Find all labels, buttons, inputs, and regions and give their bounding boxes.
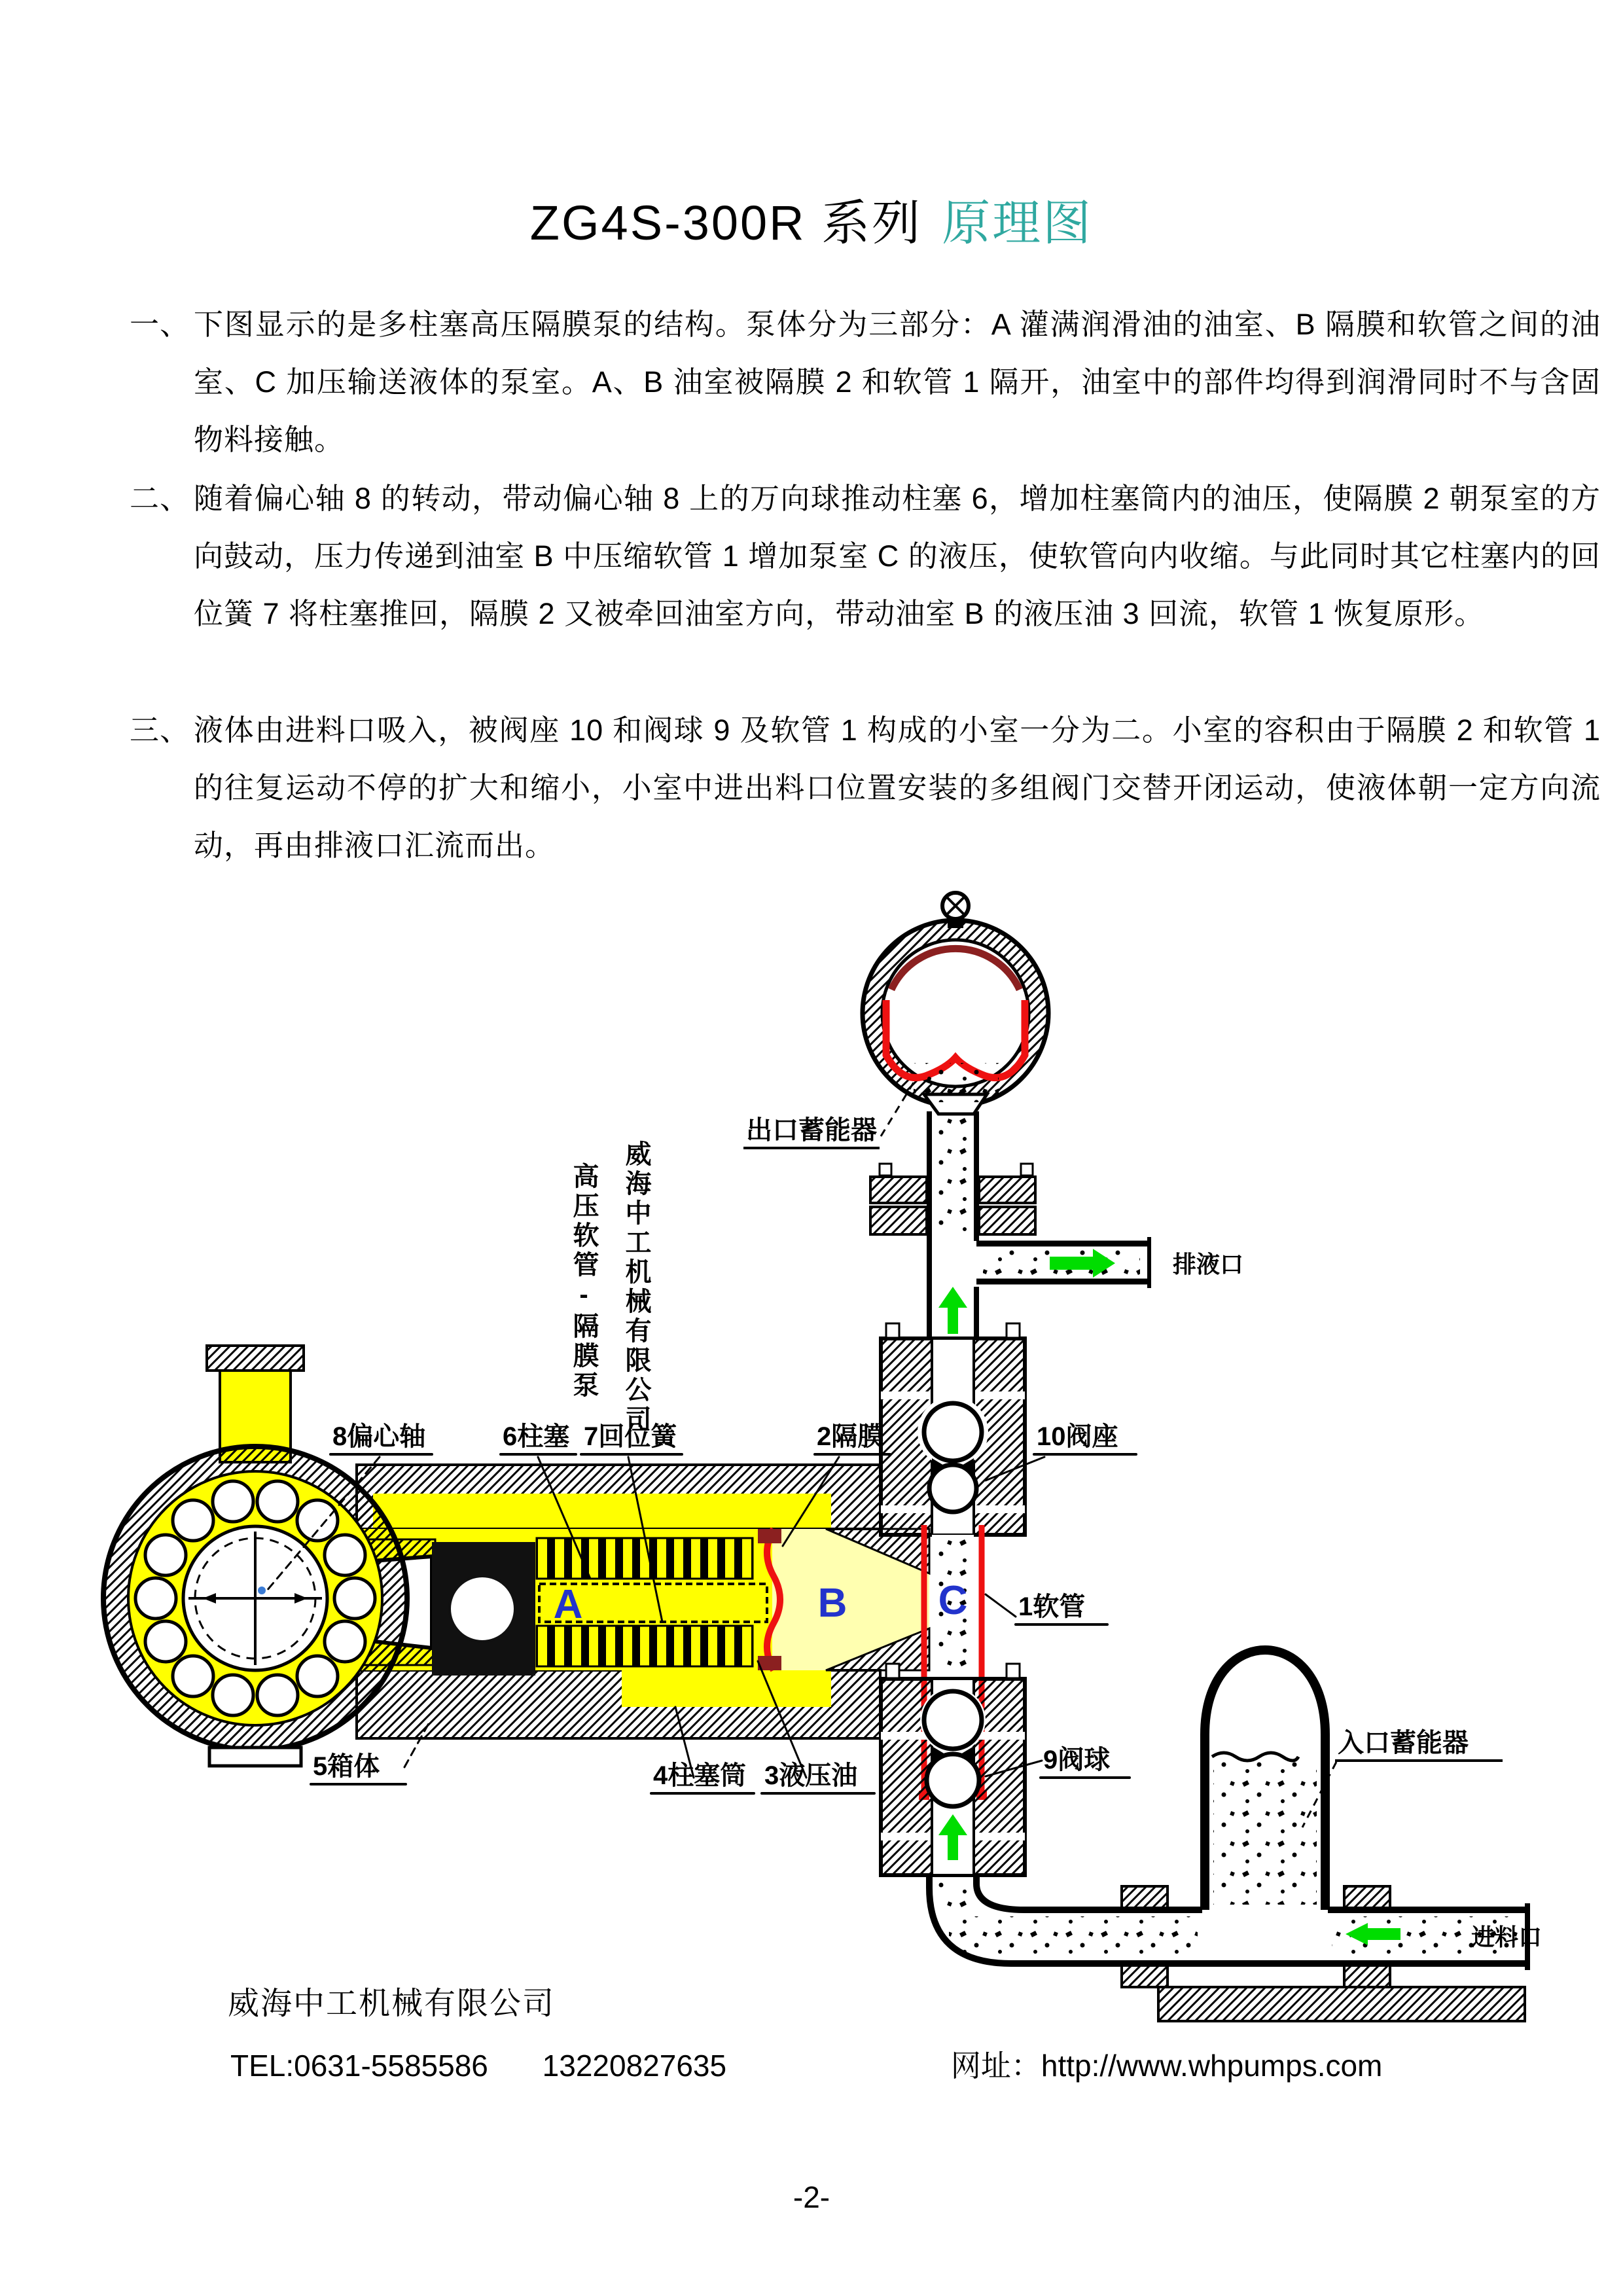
label-inlet-accumulator: 入口蓄能器: [1338, 1729, 1469, 1757]
paragraph-3-text: 液体由进料口吸入，被阀座 10 和阀球 9 及软管 1 构成的小室一分为二。小室的容积由于隔膜 2 和软管 1 的往复运动不停的扩大和缩小，小室中进出料口位置安装的多组阀门交替开闭运动，使液体朝一定方向流动，再由排液口汇流而出。: [194, 713, 1601, 862]
page-title: [0, 185, 1623, 254]
eccentric-bearing: [103, 1446, 407, 1750]
footer-contact: [230, 2042, 1382, 2085]
chamber-b-letter: B: [817, 1581, 847, 1626]
title-accent: 原理图: [942, 196, 1094, 250]
label-part6: 6柱塞: [503, 1422, 570, 1451]
label-part4: 4柱塞筒: [653, 1761, 747, 1790]
paragraph-2: [130, 470, 1601, 643]
oil-gallery-top: [373, 1494, 831, 1528]
label-part7: 7回位簧: [584, 1422, 677, 1451]
valve-ball-lower-2: [927, 1754, 979, 1806]
valve-column: [870, 1111, 1527, 2021]
label-part2: 2隔膜: [817, 1422, 884, 1451]
title-main: ZG4S-300R 系列: [529, 196, 923, 250]
footer-tel2: 13220827635: [542, 2049, 727, 2083]
accumulator-fluid: [914, 1063, 999, 1102]
diagram-brand-vertical-text: 威海中工机械有限公司: [622, 1140, 651, 1435]
label-inlet-port: 进料口: [1471, 1924, 1543, 1950]
oil-pocket-bottom: [622, 1670, 831, 1707]
diaphragm-clamp-top: [758, 1529, 781, 1543]
label-part9: 9阀球: [1043, 1746, 1111, 1774]
page-number: -2-: [793, 2180, 830, 2214]
return-spring-bottom: [537, 1626, 753, 1666]
inlet-accumulator: [1205, 1650, 1325, 1910]
paragraph-1-marker: 一、: [130, 308, 190, 341]
valve-ball-upper-1: [924, 1403, 982, 1461]
label-part10: 10阀座: [1037, 1422, 1118, 1451]
label-outlet-accumulator: 出口蓄能器: [746, 1116, 877, 1145]
diagram-product-vertical-text: 高压软管-隔膜泵: [569, 1162, 598, 1401]
footer-company: 威海中工机械有限公司: [228, 1986, 556, 2021]
label-discharge-port: 排液口: [1173, 1251, 1244, 1278]
chamber-a-letter: A: [553, 1582, 583, 1627]
valve-ball-lower-1: [924, 1691, 982, 1749]
valve-ball-upper-2: [929, 1465, 976, 1512]
flow-arrow-inlet: [1366, 1928, 1400, 1940]
universal-ball: [450, 1576, 515, 1641]
base-plate: [1158, 1987, 1525, 2021]
oil-cup-cap: [207, 1346, 304, 1371]
paragraph-1-text: 下图显示的是多柱塞高压隔膜泵的结构。泵体分为三部分：A 灌满润滑油的油室、B 隔膜和软管之间的油室、C 加压输送液体的泵室。A、B 油室被隔膜 2 和软管 1 隔开，油室中的部件均得到润滑同时不与含固物料接触。: [194, 308, 1601, 456]
paragraph-2-marker: 二、: [130, 482, 190, 515]
outlet-accumulator: [863, 893, 1048, 1114]
valve-housing-top: [881, 1323, 1025, 1535]
inlet-accumulator-fluid: [1213, 1762, 1317, 1905]
paragraph-3-marker: 三、: [130, 713, 190, 747]
pump-principle-diagram: [0, 870, 1623, 2049]
discharge-branch: [976, 1237, 1149, 1288]
paragraph-3: [130, 702, 1601, 874]
label-part8: 8偏心轴: [332, 1422, 426, 1451]
return-spring-top: [537, 1538, 753, 1579]
riser-fluid: [936, 1114, 970, 1236]
flow-arrow-discharge: [1050, 1257, 1093, 1270]
pump-body: [103, 1346, 880, 1766]
footer-website: 网址：http://www.whpumps.com: [950, 2049, 1383, 2083]
label-part1: 1软管: [1018, 1592, 1086, 1621]
paragraph-1: [130, 296, 1601, 469]
label-part3: 3液压油: [764, 1761, 858, 1790]
footer-tel: TEL:0631-5585586: [230, 2049, 488, 2083]
paragraph-2-text: 随着偏心轴 8 的转动，带动偏心轴 8 上的万向球推动柱塞 6，增加柱塞筒内的油压，使隔膜 2 朝泵室的方向鼓动，压力传递到油室 B 中压缩软管 1 增加泵室 C 的液压，使软管向内收缩。与此同时其它柱塞内的回位簧 7 将柱塞推回，隔膜 2 又被牵回油室方向，带动油室 B 的液压油 3 回流，软管 1 恢复原形。: [194, 482, 1601, 630]
label-part5: 5箱体: [313, 1752, 380, 1781]
pump-foot: [209, 1748, 301, 1766]
chamber-c-letter: C: [938, 1578, 968, 1623]
